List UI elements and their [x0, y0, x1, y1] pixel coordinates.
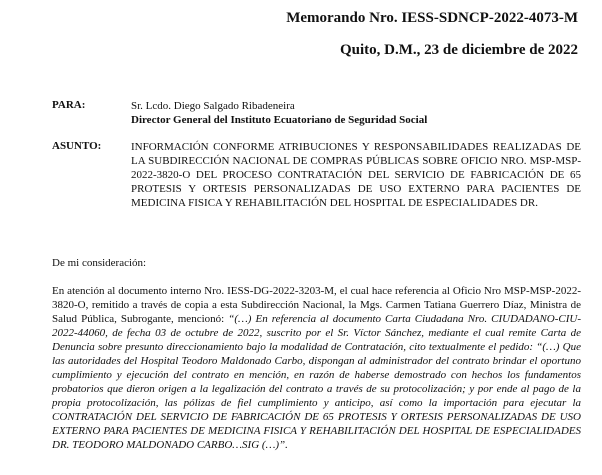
- para-label: PARA:: [52, 99, 86, 111]
- para-recipient: [131, 99, 427, 127]
- asunto-text: INFORMACIÓN CONFORME ATRIBUCIONES Y RESPONSABILIDADES REALIZADAS DE LA SUBDIRECCIÓN NACIONAL DE COMPRAS PÚBLICAS SOBRE OFICIO NRO. MSP-MSP-2022-3820-O DEL PROCESO CONTRATACIÓN DEL SERVICIO DE FABRICACIÓN DE 65 PROTESIS Y ORTESIS PERSONALIZADAS DE USO EXTERNO PARA PACIENTES DE MEDICINA FISICA Y REHABILITACIÓN DEL HOSPITAL DE ESPECIALIDADES DR.: [131, 141, 581, 209]
- recipient-name: Sr. Lcdo. Diego Salgado Ribadeneira: [131, 100, 295, 112]
- asunto-label: ASUNTO:: [52, 140, 102, 152]
- memo-place-date: Quito, D.M., 23 de diciembre de 2022: [339, 42, 578, 58]
- body-paragraph-intro: En atención al documento interno Nro. IESS-DG-2022-3203-M, el cual hace referencia al Oficio Nro MSP-MSP-2022-3820-O, remitido a través de copia a esta Subdirección Nacional, la Mgs. Carmen Tatiana Guerrero Díaz, Ministra de Salud Pública, Subrogante, mencionó:: [52, 285, 581, 325]
- recipient-role: Director General del Instituto Ecuatoriano de Seguridad Social: [131, 114, 428, 126]
- body-paragraph: [52, 284, 581, 452]
- memo-number: Memorando Nro. IESS-SDNCP-2022-4073-M: [286, 10, 578, 26]
- body-paragraph-quote: “(…) En referencia al documento Carta Ciudadana Nro. CIUDADANO-CIU-2022-44060, de fecha 03 de octubre de 2022, suscrito por el Sr. Víctor Sánchez, mediante el cual remite Carta de Denuncia sobre presunto direccionamiento bajo la modalidad de Contratación, cito textualmente el pedido: “(…) Que las autoridades del Hospital Teodoro Maldonado Carbo, dispongan al administrador del contrato brindar el oportuno cumplimiento y ejecución del contrato en mención, en razón de haberse demostrado con hechos los fundamentos probatorios que dieron origen a la legalización del contrato a través de su protocolización; y por ende al pago de la propia protocolización, las pólizas de fiel cumplimiento y anticipo, así como la importación para ejecutar la CONTRATACIÓN DEL SERVICIO DE FABRICACIÓN DE 65 PROTESIS Y ORTESIS PERSONALIZADAS DE USO EXTERNO PARA PACIENTES DE MEDICINA FISICA Y REHABILITACIÓN DEL HOSPITAL DE ESPECIALIDADES DR. TEODORO MALDONADO CARBO…SIG (…)”.: [52, 313, 582, 451]
- greeting: De mi consideración:: [52, 257, 147, 269]
